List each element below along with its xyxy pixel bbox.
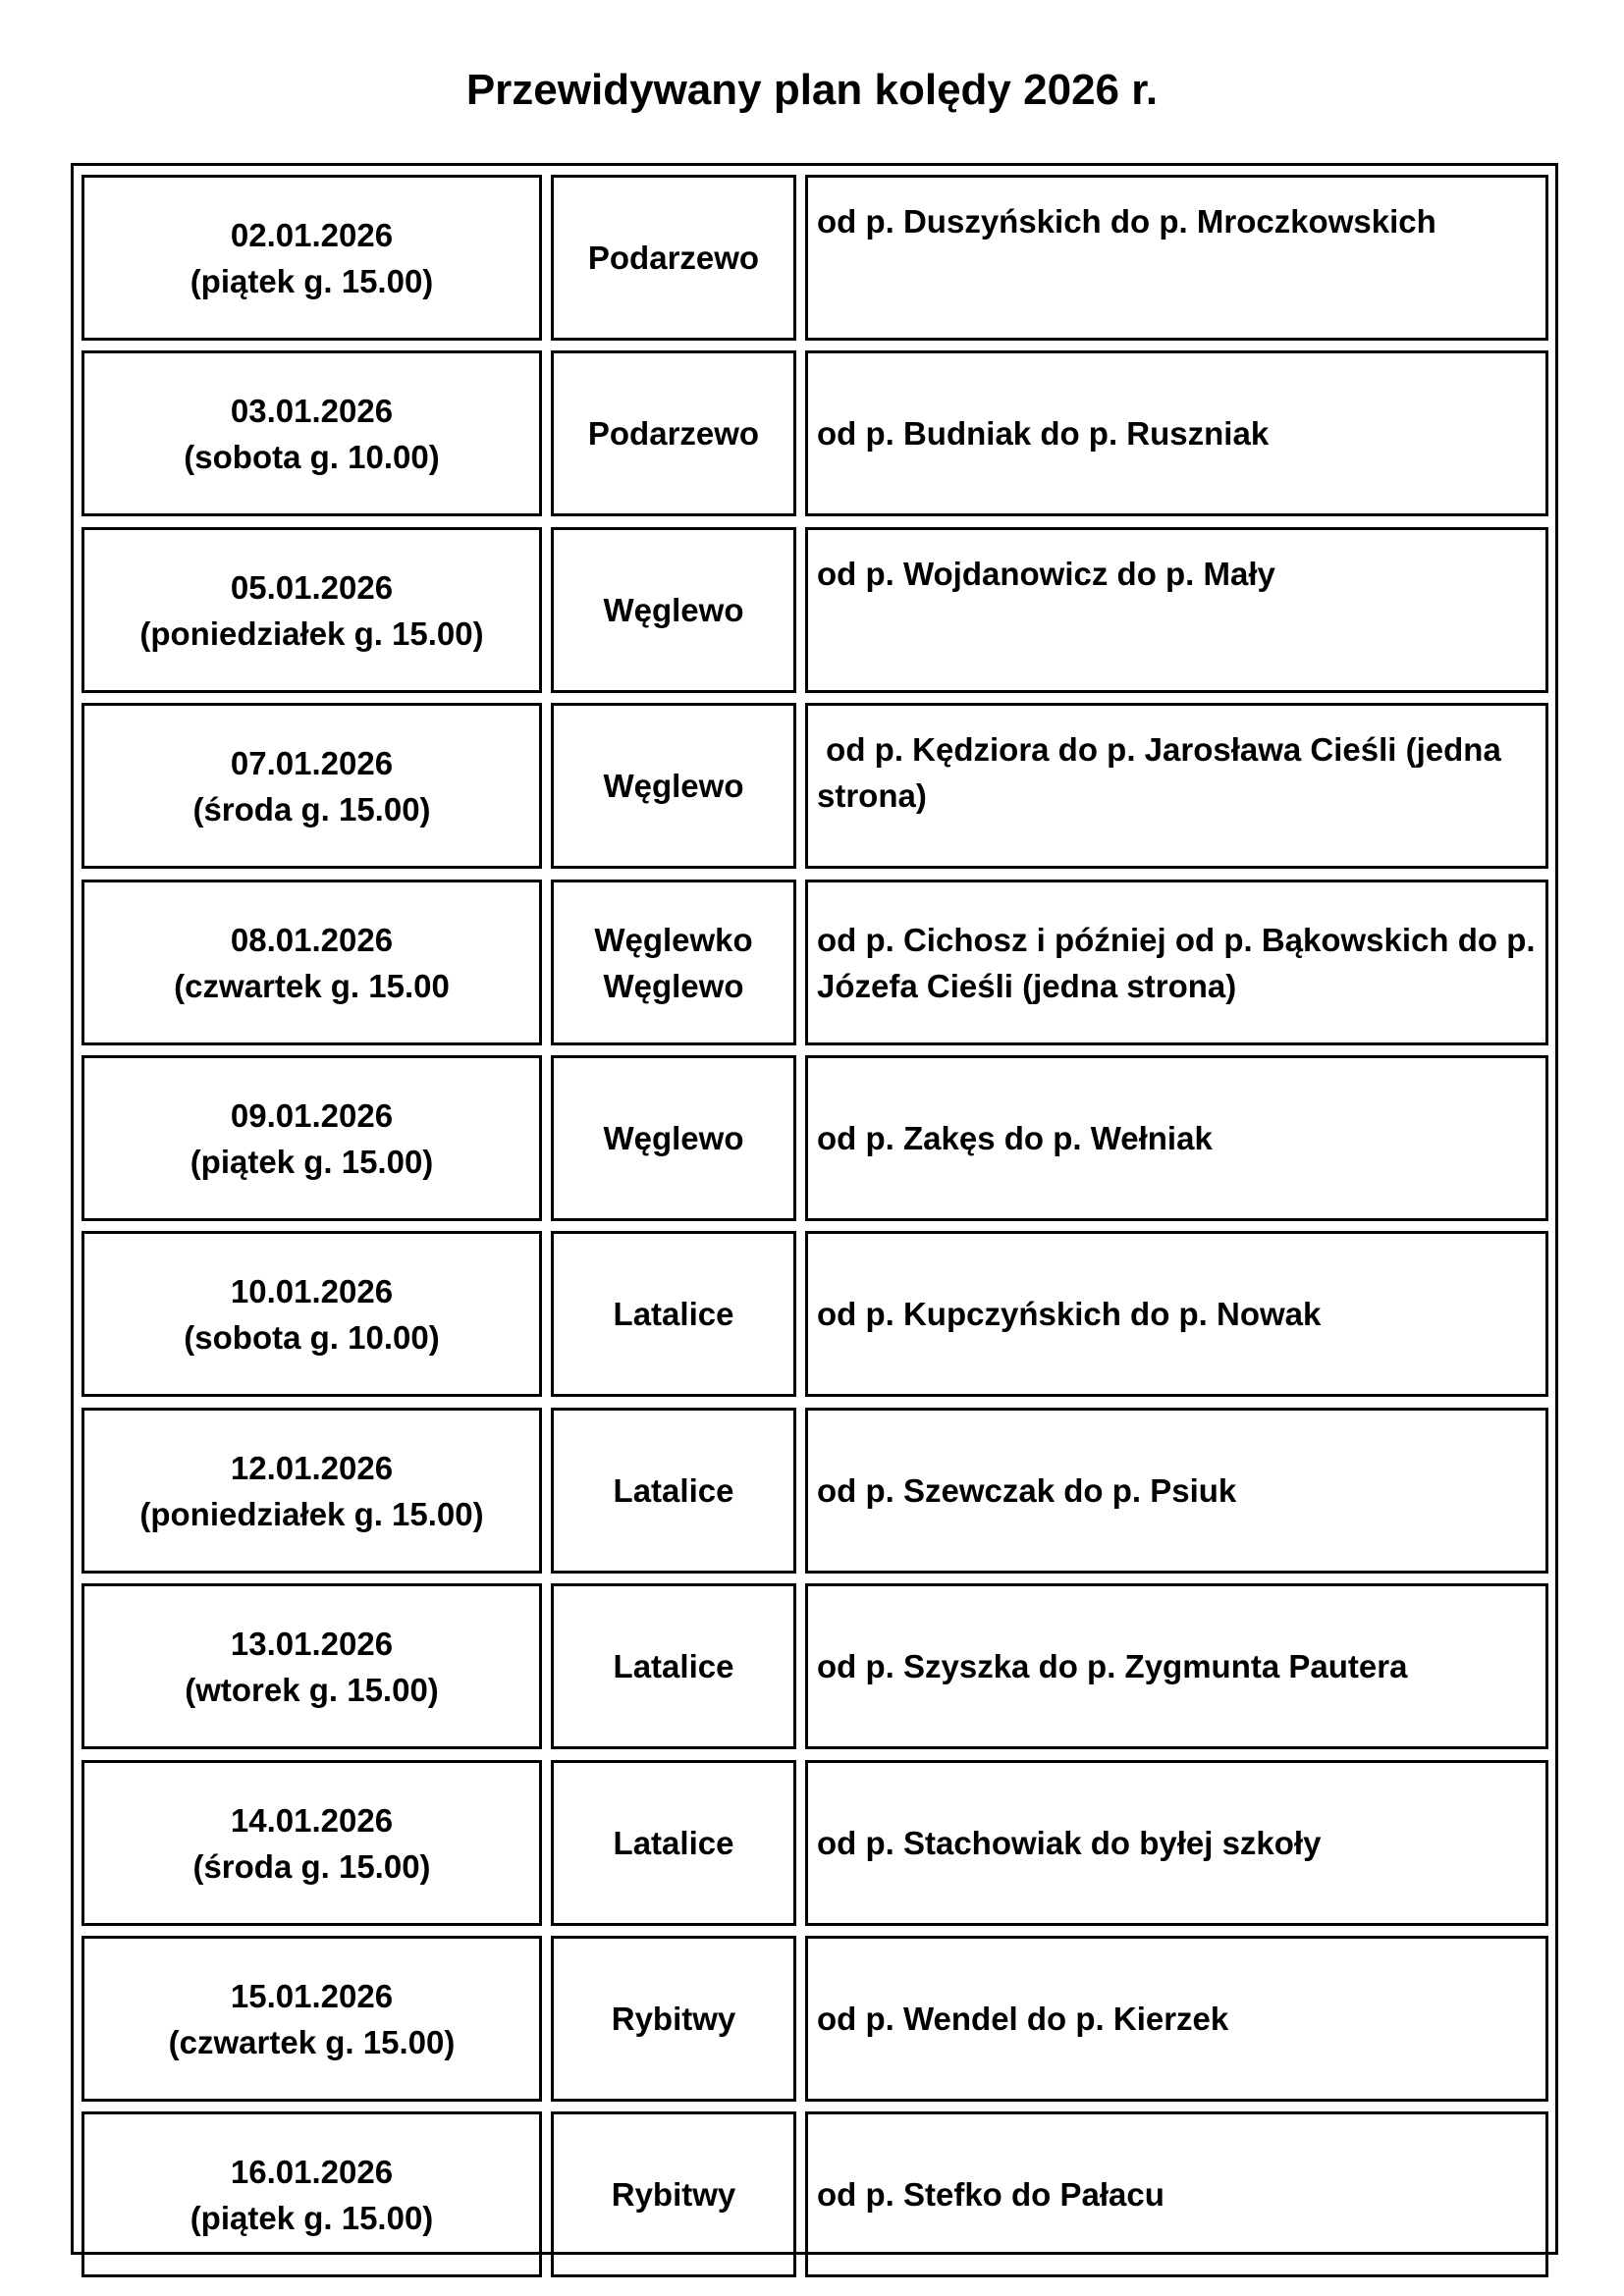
date-cell xyxy=(81,880,542,1045)
day-time-text: (czwartek g. 15.00 xyxy=(174,967,450,1004)
date-cell xyxy=(81,350,542,516)
route-text: od p. Budniak do p. Ruszniak xyxy=(817,415,1270,452)
place-cell xyxy=(551,1408,796,1574)
place-text: Węglewo xyxy=(603,967,744,1004)
date-cell xyxy=(81,1055,542,1221)
date-cell xyxy=(81,2111,542,2277)
place-text: Latalice xyxy=(613,1825,734,1861)
route-cell xyxy=(805,1055,1548,1221)
day-time-text: (piątek g. 15.00) xyxy=(189,1143,434,1180)
place-cell xyxy=(551,1760,796,1926)
place-cell xyxy=(551,175,796,341)
route-cell xyxy=(805,1760,1548,1926)
place-cell xyxy=(551,703,796,869)
day-time-text: (czwartek g. 15.00) xyxy=(168,2023,456,2060)
place-cell xyxy=(551,1936,796,2102)
day-time-text: (wtorek g. 15.00) xyxy=(185,1671,439,1708)
place-text: Węglewko xyxy=(594,921,753,958)
route-cell xyxy=(805,880,1548,1045)
date-text: 09.01.2026 xyxy=(230,1096,394,1134)
place-text: Latalice xyxy=(613,1648,734,1684)
route-text: od p. Kędziora do p. Jarosława Cieśli (jedna strona) xyxy=(817,731,1510,814)
place-text: Podarzewo xyxy=(587,415,760,452)
date-text: 14.01.2026 xyxy=(230,1801,394,1839)
route-cell xyxy=(805,1231,1548,1397)
route-text: od p. Wendel do p. Kierzek xyxy=(817,2001,1229,2037)
date-text: 15.01.2026 xyxy=(230,1977,394,2014)
day-time-text: (poniedziałek g. 15.00) xyxy=(139,614,484,652)
place-text: Rybitwy xyxy=(611,2176,736,2213)
place-text: Latalice xyxy=(613,1472,734,1509)
date-cell xyxy=(81,1936,542,2102)
route-text: od p. Wojdanowicz do p. Mały xyxy=(817,556,1275,592)
day-time-text: (piątek g. 15.00) xyxy=(189,2199,434,2236)
day-time-text: (poniedziałek g. 15.00) xyxy=(139,1495,484,1532)
place-text: Podarzewo xyxy=(587,240,760,276)
date-text: 16.01.2026 xyxy=(230,2153,394,2190)
place-text: Rybitwy xyxy=(611,2001,736,2037)
date-cell xyxy=(81,1408,542,1574)
page-title: Przewidywany plan kolędy 2026 r. xyxy=(465,66,1159,114)
place-cell xyxy=(551,2111,796,2277)
place-text: Węglewo xyxy=(603,768,744,804)
date-cell xyxy=(81,1231,542,1397)
place-cell xyxy=(551,527,796,693)
route-cell xyxy=(805,2111,1548,2277)
place-text: Węglewo xyxy=(603,1120,744,1156)
route-text: od p. Duszyńskich do p. Mroczkowskich xyxy=(817,203,1436,240)
route-text: od p. Zakęs do p. Wełniak xyxy=(817,1120,1213,1156)
route-text: od p. Szyszka do p. Zygmunta Pautera xyxy=(817,1648,1408,1684)
date-text: 10.01.2026 xyxy=(230,1272,394,1309)
place-text: Węglewo xyxy=(603,592,744,628)
date-text: 03.01.2026 xyxy=(230,392,394,429)
date-text: 07.01.2026 xyxy=(230,744,394,781)
date-text: 13.01.2026 xyxy=(230,1625,394,1662)
route-cell xyxy=(805,175,1548,341)
date-cell xyxy=(81,1583,542,1749)
day-time-text: (środa g. 15.00) xyxy=(192,790,431,828)
date-text: 05.01.2026 xyxy=(230,568,394,606)
route-cell xyxy=(805,527,1548,693)
place-cell xyxy=(551,350,796,516)
day-time-text: (sobota g. 10.00) xyxy=(184,1318,440,1356)
day-time-text: (piątek g. 15.00) xyxy=(189,262,434,299)
route-text: od p. Kupczyńskich do p. Nowak xyxy=(817,1296,1322,1332)
place-cell xyxy=(551,880,796,1045)
date-cell xyxy=(81,175,542,341)
route-text: od p. Stachowiak do byłej szkoły xyxy=(817,1825,1322,1861)
date-text: 02.01.2026 xyxy=(230,216,394,253)
place-cell xyxy=(551,1583,796,1749)
date-text: 12.01.2026 xyxy=(230,1449,394,1486)
route-text: od p. Szewczak do p. Psiuk xyxy=(817,1472,1237,1509)
route-cell xyxy=(805,350,1548,516)
day-time-text: (sobota g. 10.00) xyxy=(184,438,440,475)
place-cell xyxy=(551,1231,796,1397)
route-text: od p. Cichosz i później od p. Bąkowskich do p. Józefa Cieśli (jedna strona) xyxy=(817,921,1544,1004)
date-cell xyxy=(81,527,542,693)
route-cell xyxy=(805,1408,1548,1574)
date-text: 08.01.2026 xyxy=(230,921,394,958)
route-cell xyxy=(805,1936,1548,2102)
date-cell xyxy=(81,1760,542,1926)
route-text: od p. Stefko do Pałacu xyxy=(817,2176,1164,2213)
route-cell xyxy=(805,703,1548,869)
day-time-text: (środa g. 15.00) xyxy=(192,1847,431,1885)
place-cell xyxy=(551,1055,796,1221)
place-text: Latalice xyxy=(613,1296,734,1332)
date-cell xyxy=(81,703,542,869)
route-cell xyxy=(805,1583,1548,1749)
